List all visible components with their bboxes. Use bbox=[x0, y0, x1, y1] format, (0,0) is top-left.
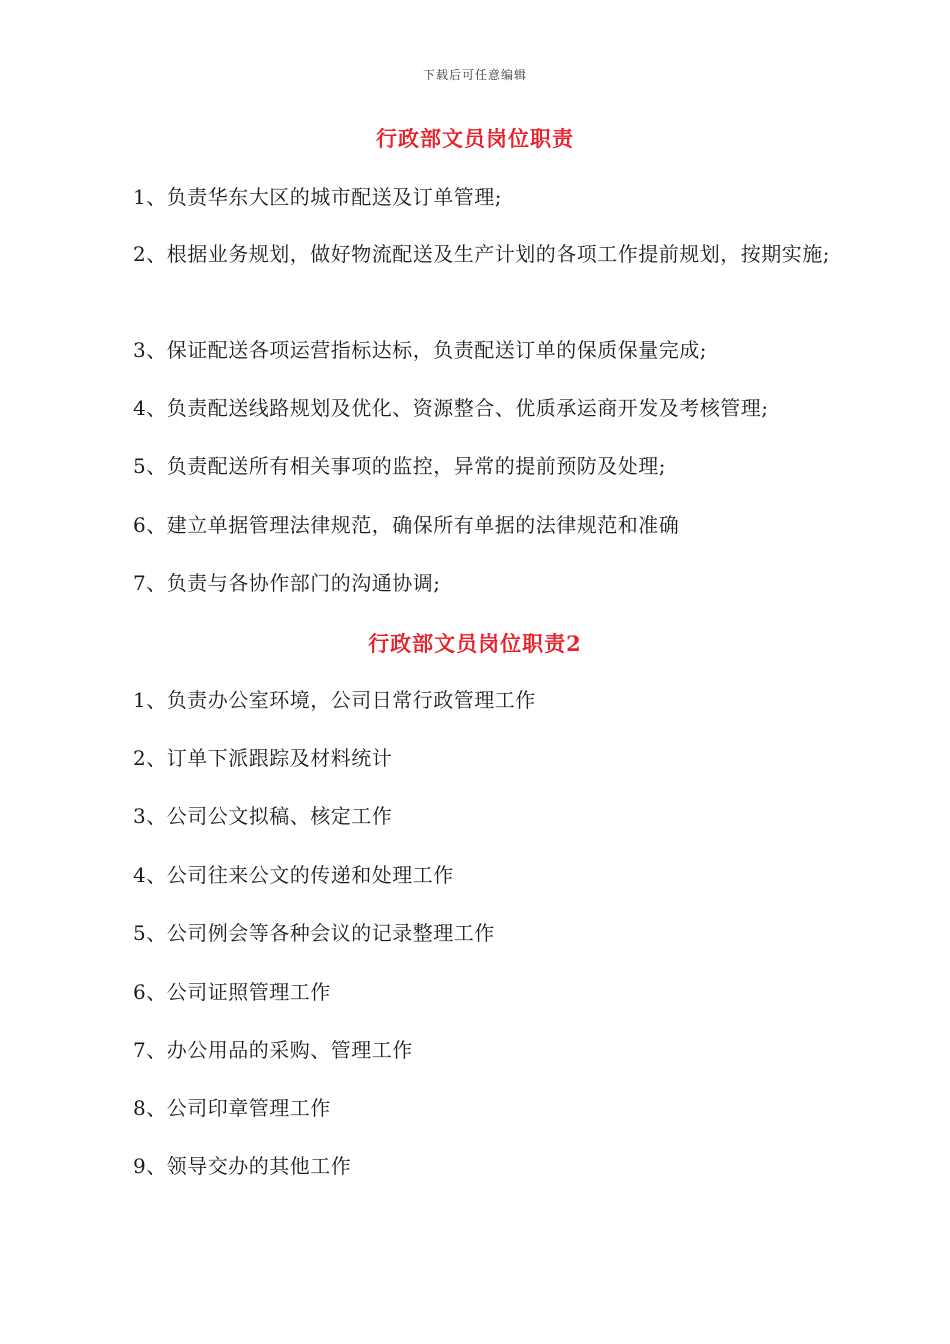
section-2-item-7: 7、办公用品的采购、管理工作 bbox=[133, 1038, 413, 1062]
section-1-item-6: 6、建立单据管理法律规范，确保所有单据的法律规范和准确 bbox=[133, 513, 680, 537]
section-2-item-2: 2、订单下派跟踪及材料统计 bbox=[133, 746, 393, 770]
section-2-item-3: 3、公司公文拟稿、核定工作 bbox=[133, 804, 393, 828]
section-1-item-7: 7、负责与各协作部门的沟通协调; bbox=[133, 571, 441, 595]
section-2-item-5: 5、公司例会等各种会议的记录整理工作 bbox=[133, 921, 495, 945]
section-2-item-6: 6、公司证照管理工作 bbox=[133, 980, 331, 1004]
section-1-title: 行政部文员岗位职责 bbox=[376, 126, 574, 151]
section-1-item-1: 1、负责华东大区的城市配送及订单管理; bbox=[133, 185, 502, 209]
section-1-item-4: 4、负责配送线路规划及优化、资源整合、优质承运商开发及考核管理; bbox=[133, 396, 769, 420]
section-1-item-2: 2、根据业务规划，做好物流配送及生产计划的各项工作提前规划，按期实施; bbox=[133, 242, 830, 266]
section-2-item-8: 8、公司印章管理工作 bbox=[133, 1096, 331, 1120]
section-2-title: 行政部文员岗位职责2 bbox=[368, 631, 582, 656]
header-note: 下载后可任意编辑 bbox=[422, 68, 527, 82]
section-2-item-9: 9、领导交办的其他工作 bbox=[133, 1154, 352, 1178]
section-1-item-5: 5、负责配送所有相关事项的监控，异常的提前预防及处理; bbox=[133, 454, 666, 478]
section-1-item-3: 3、保证配送各项运营指标达标，负责配送订单的保质保量完成; bbox=[133, 338, 707, 362]
section-2-item-1: 1、负责办公室环境，公司日常行政管理工作 bbox=[133, 688, 536, 712]
section-2-item-4: 4、公司往来公文的传递和处理工作 bbox=[133, 863, 454, 887]
